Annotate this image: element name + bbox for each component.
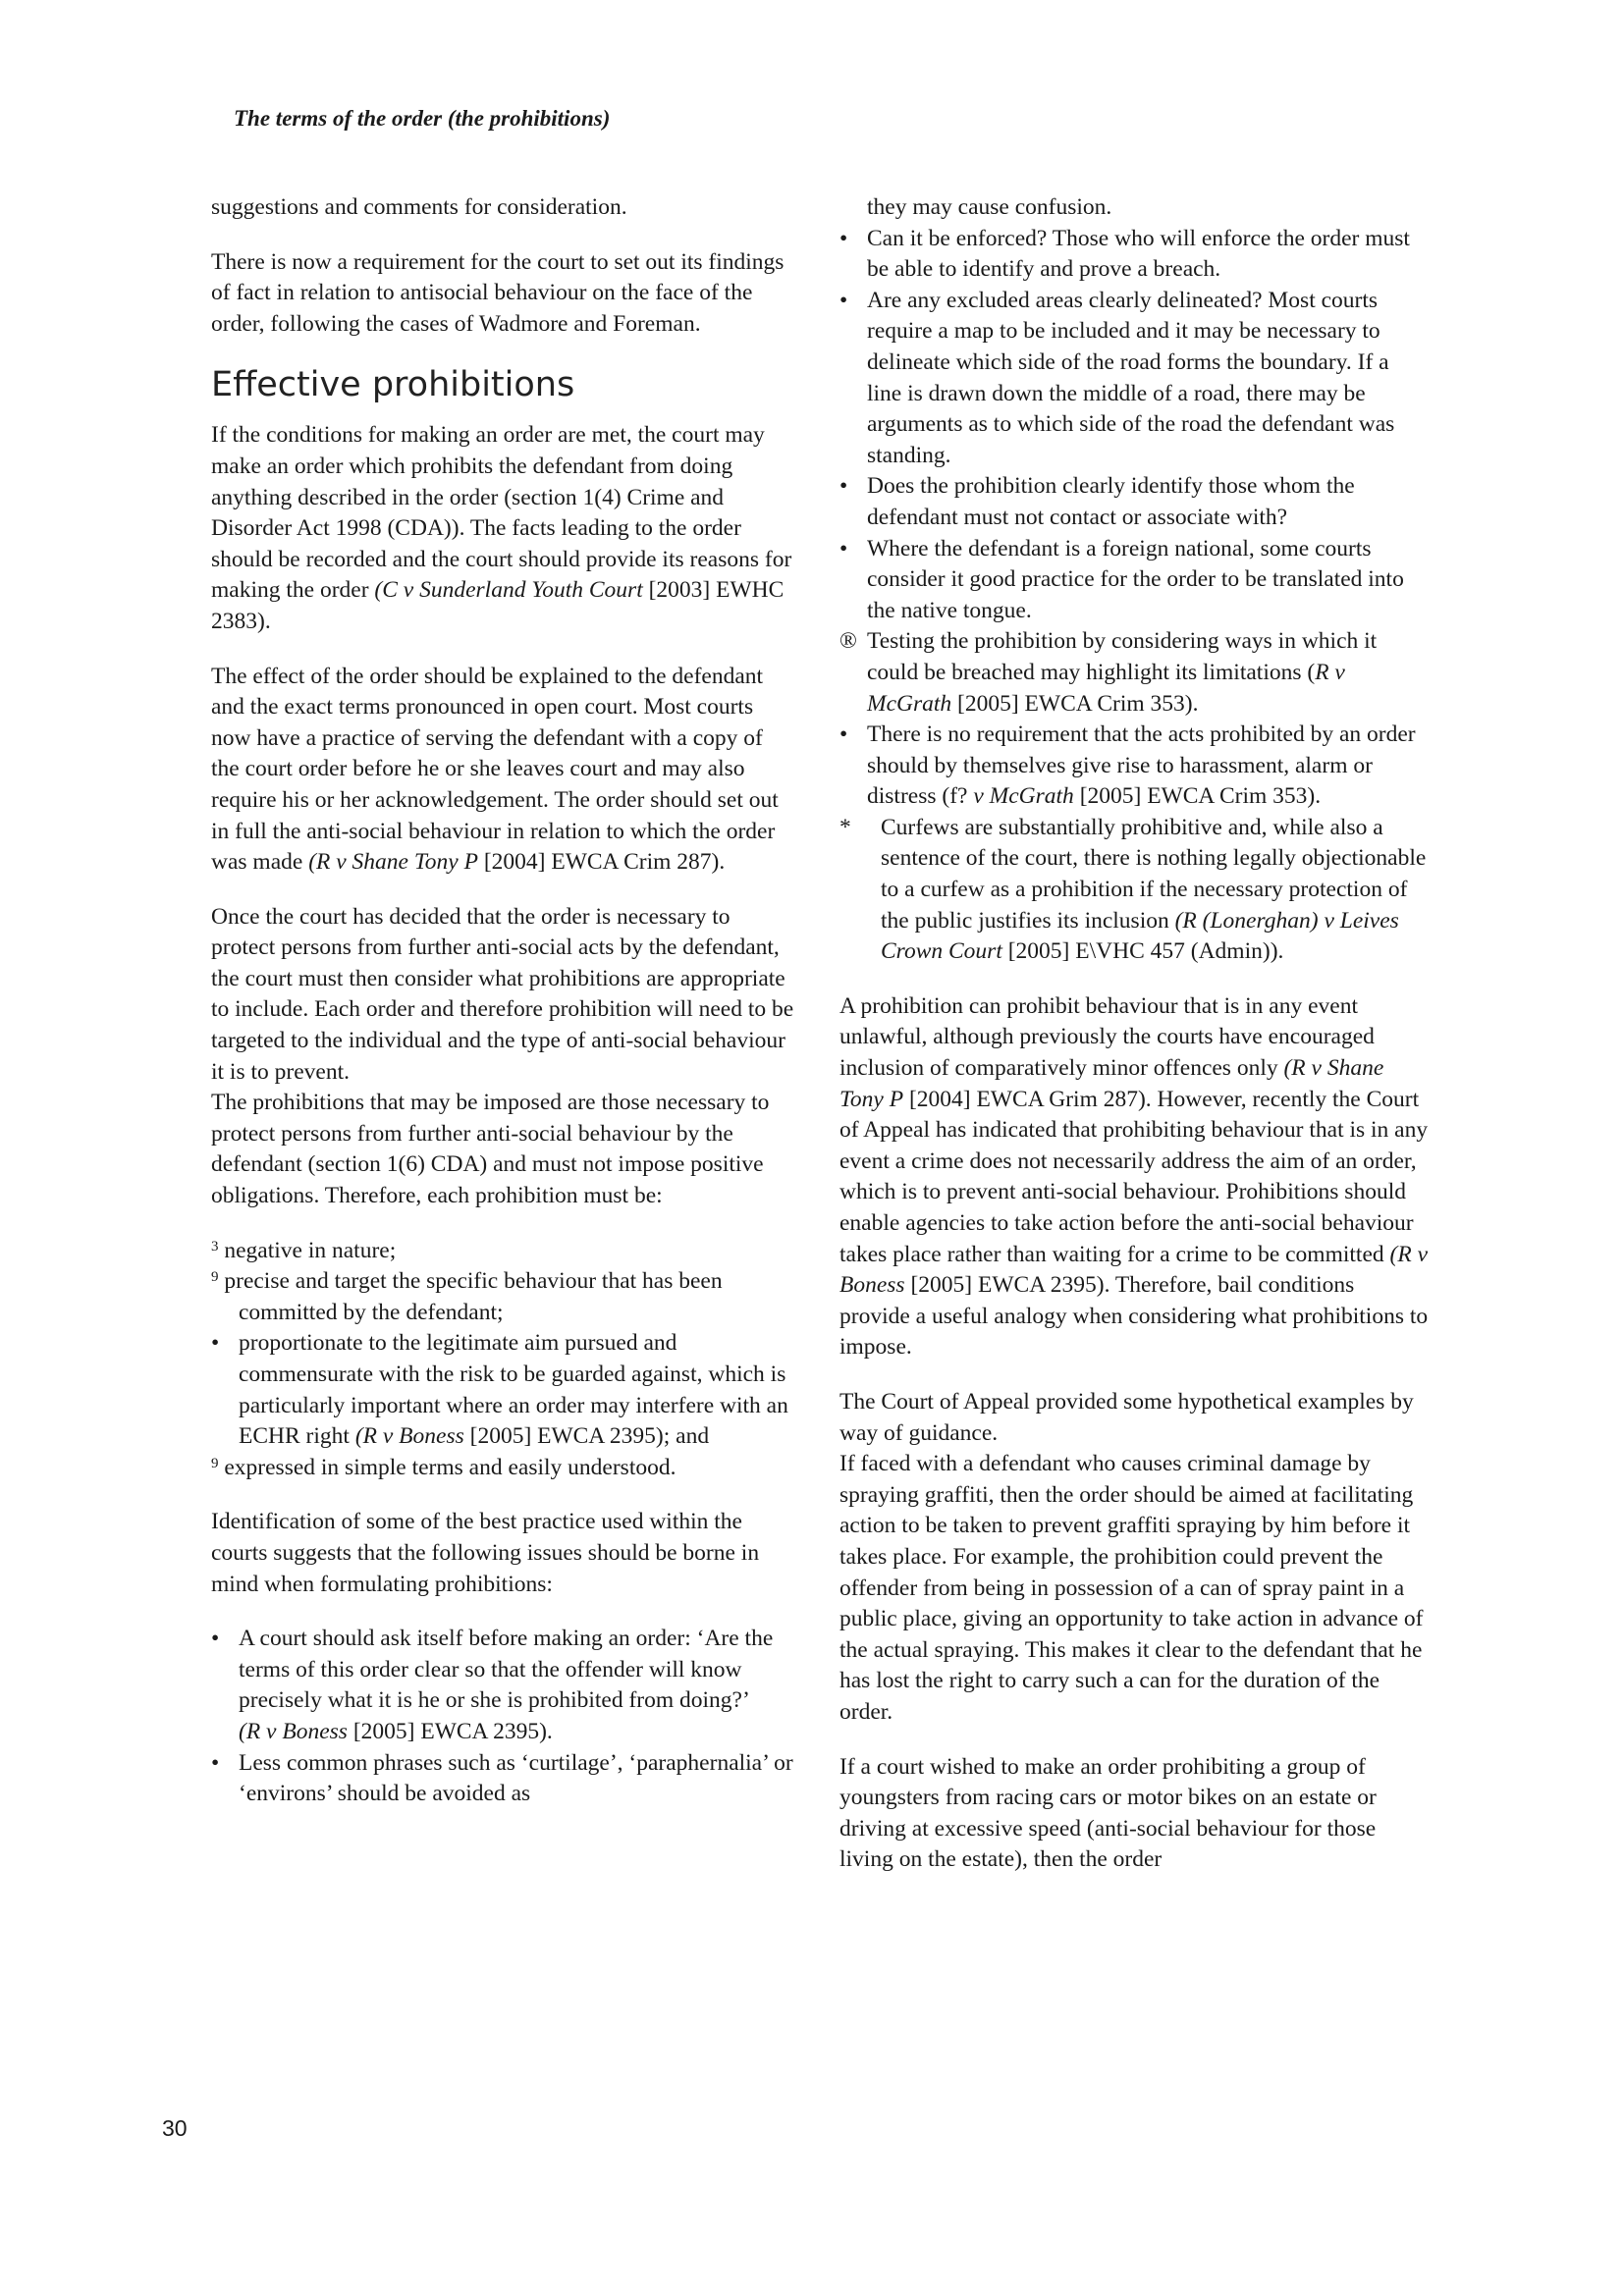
list-item: * Curfews are substantially prohibitive and, while also a sentence of the court, there is nothing legally objectionable to a curfew as a prohibition if the necessary protection of the public justifies its inclusion (R (Lonerghan) v Leives Crown Court [2005] E\VHC 457 (Admin)). [839, 814, 1427, 965]
citation: (R v Boness [2005] EWCA 2395). [239, 1718, 553, 1744]
running-head: The terms of the order (the prohibitions) [234, 106, 611, 131]
practice-bullets-continued [839, 224, 1429, 968]
section-heading: Effective prohibitions [211, 365, 575, 405]
paragraph: If a court wished to make an order prohibiting a group of youngsters from racing cars or motor bikes on an estate or driving at excessive speed (anti-social behaviour for those living on the estate), then the order [839, 1753, 1377, 1873]
paragraph: suggestions and comments for consideration. [211, 194, 627, 220]
paragraph: Once the court has decided that the order is necessary to protect persons from further anti-social acts by the defendant, the court must then consider what prohibitions are appropriate to include. Each order and therefore prohibition will need to be targeted to the individual and the type of anti-social behaviour it is to prevent. [211, 903, 794, 1085]
paragraph: There is now a requirement for the court to set out its findings of fact in relation to antisocial behaviour on the face of the order, following the cases of Wadmore and Foreman. [211, 248, 784, 337]
list-item: $^9$ precise and target the specific behaviour that has been committed by the defendant; [211, 1268, 723, 1325]
list-item: • Can it be enforced? Those who will enforce the order must be able to identify and prove a breach. [839, 225, 1410, 283]
list-item: • Less common phrases such as ‘curtilage’, ‘paraphernalia’ or ‘environs’ should be avoided as [211, 1749, 793, 1807]
requirements-list [211, 1236, 795, 1484]
paragraph: The effect of the order should be explained to the defendant and the exact terms pronounced in open court. Most courts now have a practice of serving the defendant with a copy of the court order before he or she leaves court and may also require his or her acknowledgement. The order should set out in full the anti-social behaviour in relation to which the order was made (R v Shane Tony P [2004] EWCA Crim 287). [211, 663, 779, 876]
right-column [839, 192, 1429, 1899]
list-continuation: they may cause confusion. [867, 194, 1112, 220]
left-column [211, 192, 795, 1810]
list-item: $^9$ expressed in simple terms and easily understood. [211, 1454, 676, 1480]
list-item: • Are any excluded areas clearly delineated? Most courts require a map to be included and it may be necessary to delineate which side of the road forms the boundary. If a line is drawn down the middle of a road, there may be arguments as to which side of the road the defendant was standing. [839, 287, 1395, 468]
paragraph: The Court of Appeal provided some hypothetical examples by way of guidance. [839, 1388, 1414, 1446]
paragraph: Identification of some of the best practice used within the courts suggests that the following issues should be borne in mind when formulating prohibitions: [211, 1509, 760, 1597]
list-item: • A court should ask itself before making an order: ‘Are the terms of this order clear so that the offender will know precisely what it is he or she is prohibited from doing?’ [211, 1626, 774, 1714]
page-number: 30 [162, 2115, 188, 2141]
list-item: ® Testing the prohibition by considering ways in which it could be breached may highlight its limitations (R v McGrath [2005] EWCA Crim 353). [839, 628, 1378, 717]
paragraph: A prohibition can prohibit behaviour that is in any event unlawful, although previously the courts have encouraged inclusion of comparatively minor offences only (R v Shane Tony P [2004] EWCA Grim 287). However, recently the Court of Appeal has indicated that prohibiting behaviour that is in any event a crime does not necessarily address the aim of an order, which is to prevent anti-social behaviour. Prohibitions should enable agencies to take action before the anti-social behaviour takes place rather than waiting for a crime to be committed (R v Boness [2005] EWCA 2395). Therefore, bail conditions provide a useful analogy when considering what prohibitions to impose. [839, 992, 1429, 1361]
list-item: • There is no requirement that the acts prohibited by an order should by themselves give rise to harassment, alarm or distress (f? v McGrath [2005] EWCA Crim 353). [839, 721, 1416, 810]
list-item: $^3$ negative in nature; [211, 1237, 397, 1263]
list-item: • proportionate to the legitimate aim pursued and commensurate with the risk to be guarded against, which is particularly important where an order may interfere with an ECHR right (R v Boness [2005] EWCA 2395); and [211, 1330, 788, 1450]
paragraph: If the conditions for making an order are met, the court may make an order which prohibits the defendant from doing anything described in the order (section 1(4) Crime and Disorder Act 1998 (CDA)). The facts leading to the order should be recorded and the court should provide its reasons for making the order (C v Sunderland Youth Court [2003] EWHC 2383). [211, 422, 792, 634]
paragraph: The prohibitions that may be imposed are those necessary to protect persons from further anti-social behaviour by the defendant (section 1(6) CDA) and must not impose positive obligations. Therefore, each prohibition must be: [211, 1090, 770, 1209]
list-item: • Where the defendant is a foreign national, some courts consider it good practice for the order to be translated into the native tongue. [839, 535, 1404, 623]
paragraph: If faced with a defendant who causes criminal damage by spraying graffiti, then the order should be aimed at facilitating action to be taken to prevent graffiti spraying by him before it takes place. For example, the prohibition could prevent the offender from being in possession of a can of spray paint in a public place, giving an opportunity to take action in advance of the actual spraying. This makes it clear to the defendant that he has lost the right to carry such a can for the duration of the order. [839, 1451, 1424, 1725]
practice-bullets [211, 1624, 795, 1810]
list-item: • Does the prohibition clearly identify those whom the defendant must not contact or associate with? [839, 473, 1355, 530]
